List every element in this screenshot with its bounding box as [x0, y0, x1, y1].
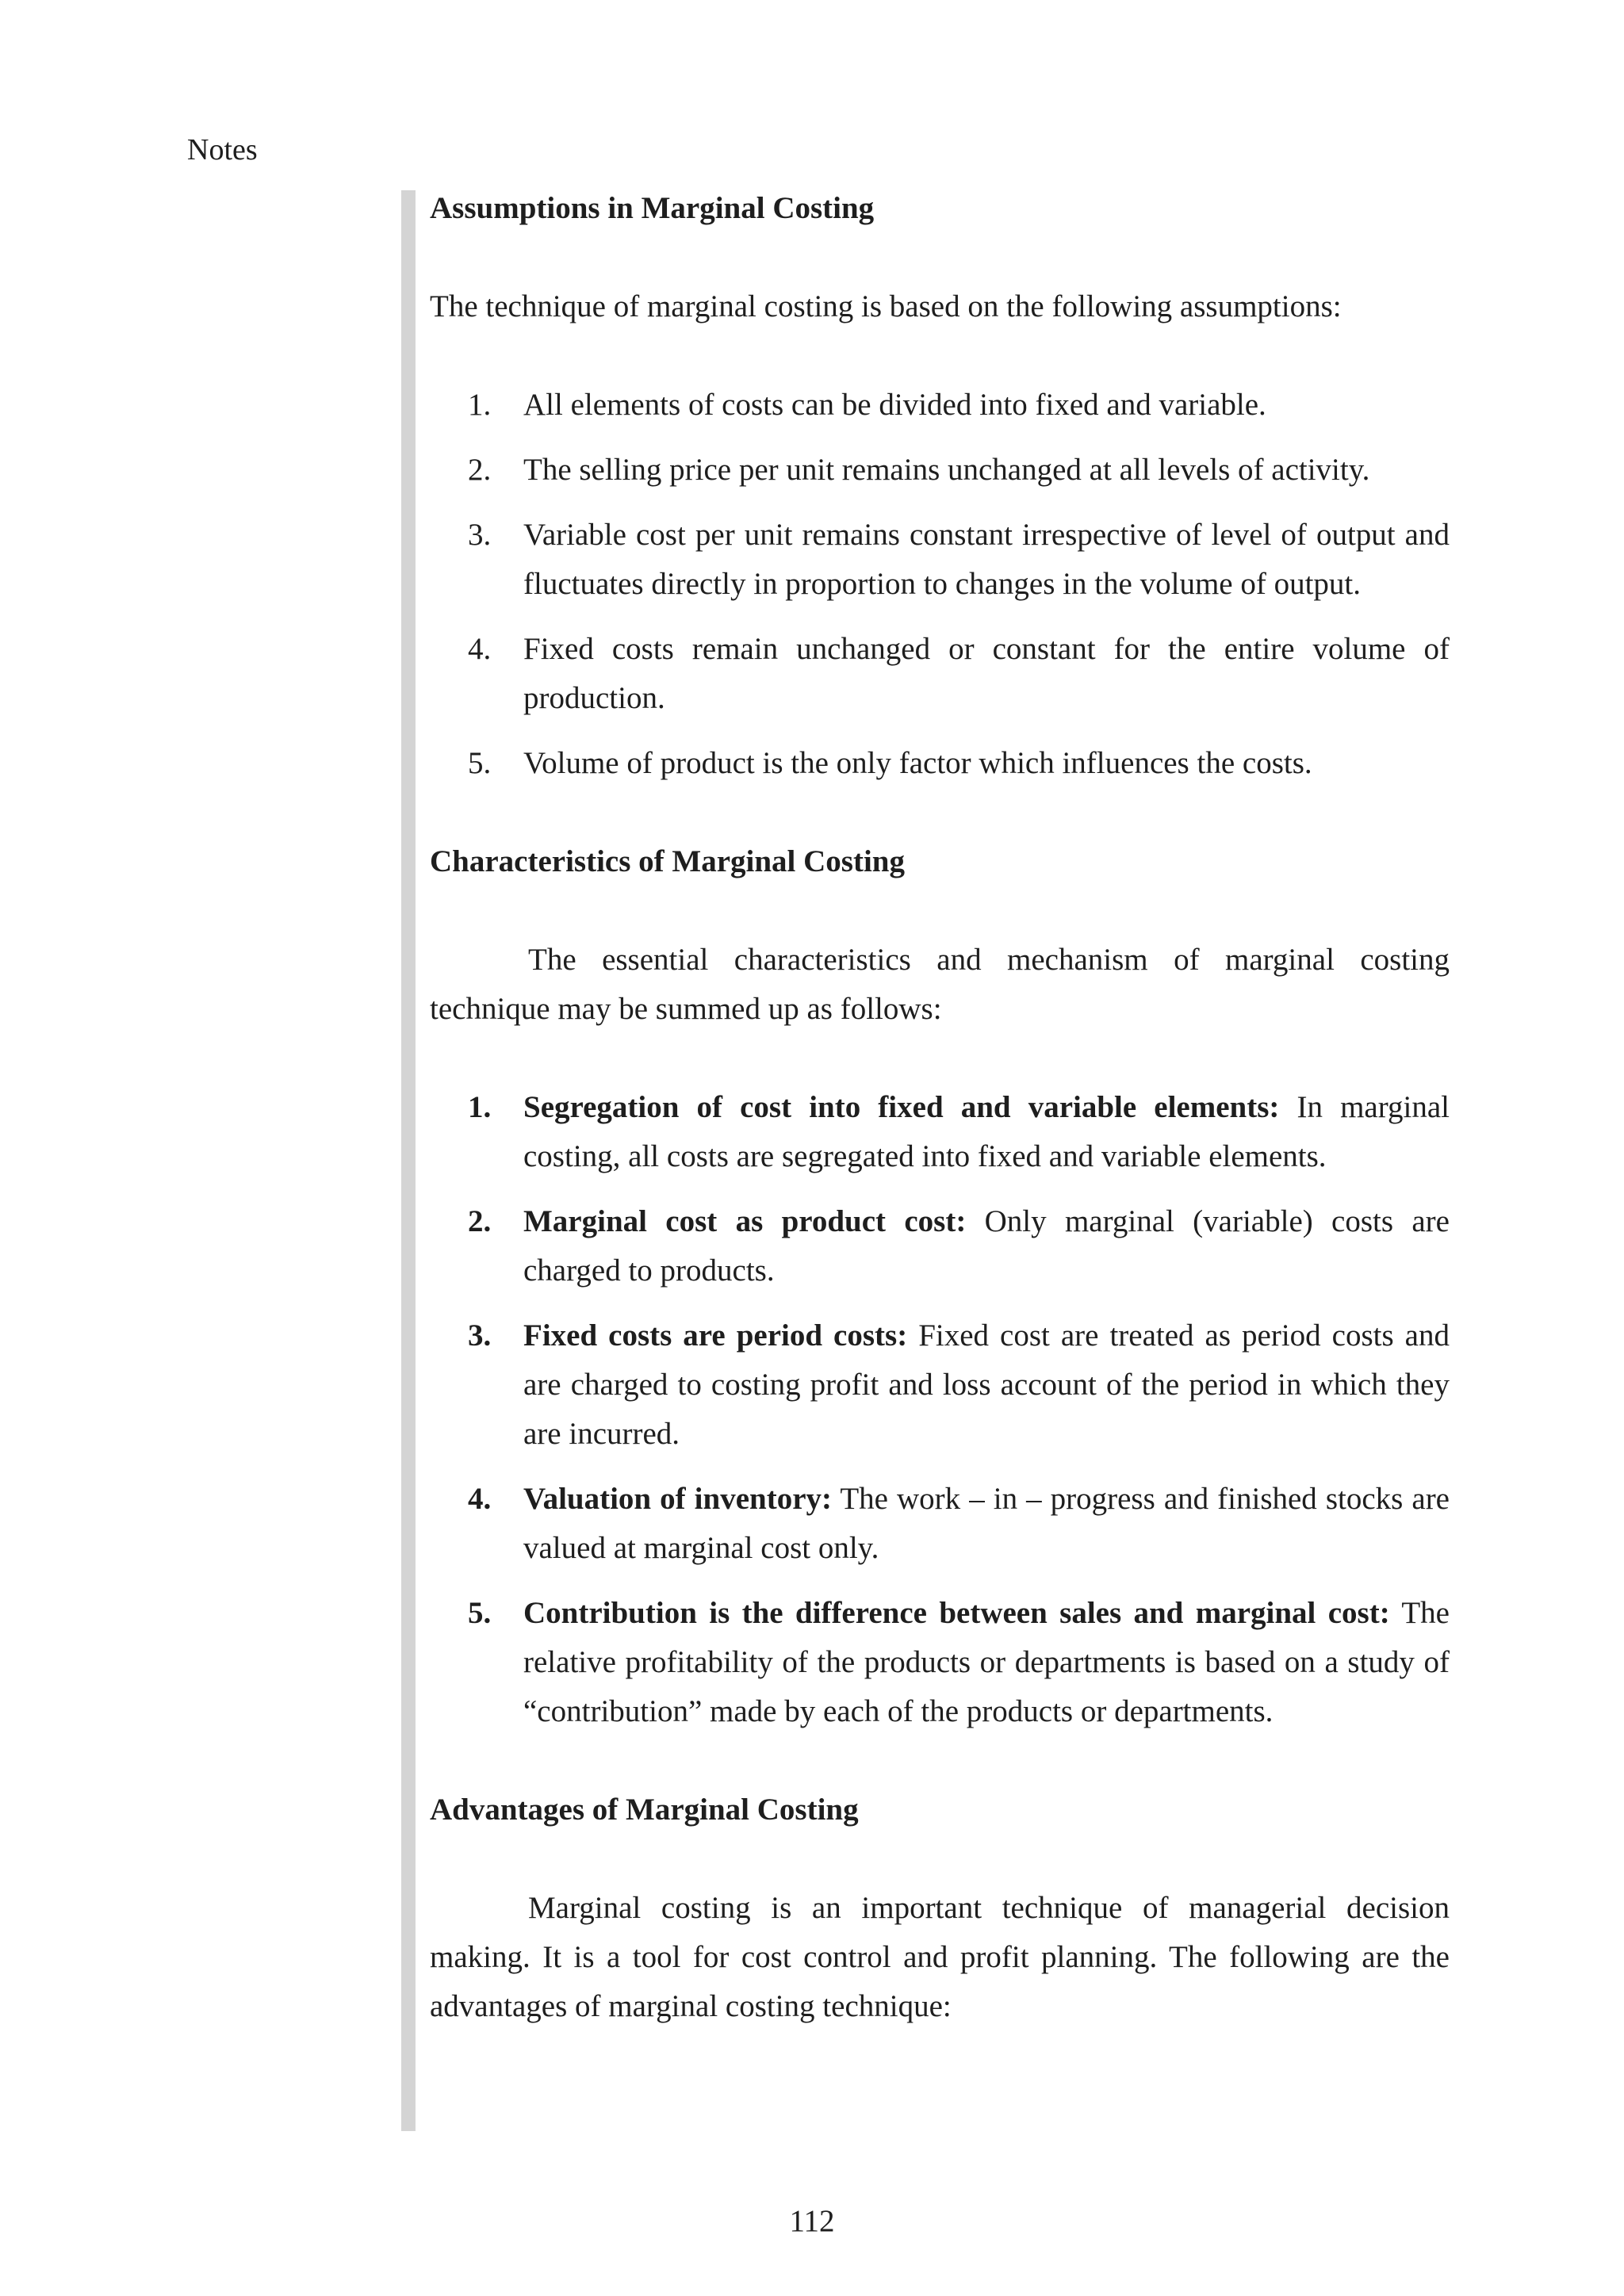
- list-number: 3.: [468, 518, 492, 552]
- assumptions-heading: Assumptions in Marginal Costing: [430, 191, 875, 225]
- list-item: [430, 739, 1450, 788]
- list-item-lead: Contribution is the difference between sales and marginal cost:: [523, 1596, 1390, 1630]
- list-item: [430, 1311, 1450, 1459]
- list-number: 5.: [468, 1596, 492, 1630]
- list-item-lead: Valuation of inventory:: [523, 1482, 832, 1516]
- notes-label: Notes: [187, 133, 258, 166]
- list-item-text: Fixed costs remain unchanged or constant for the entire volume of production.: [523, 632, 1450, 715]
- list-number: 5.: [468, 746, 492, 780]
- list-item-text: The selling price per unit remains unchanged at all levels of activity.: [523, 453, 1370, 487]
- list-number: 2.: [468, 1204, 492, 1238]
- list-item-text: The work – in – progress and finished stocks are valued at marginal cost only.: [523, 1482, 1450, 1565]
- list-item: [430, 1475, 1450, 1573]
- page-content: [430, 184, 1450, 2031]
- characteristics-heading: Characteristics of Marginal Costing: [430, 844, 905, 878]
- list-item-text: In marginal costing, all costs are segregated into fixed and variable elements.: [523, 1090, 1450, 1173]
- list-number: 4.: [468, 1482, 492, 1516]
- assumptions-intro: The technique of marginal costing is based on the following assumptions:: [430, 289, 1342, 323]
- list-number: 1.: [468, 1090, 492, 1124]
- list-number: 2.: [468, 453, 492, 487]
- list-item-text: The relative profitability of the products or departments is based on a study of “contribution” made by each of the products or departments.: [523, 1596, 1450, 1728]
- page-number: 112: [789, 2204, 835, 2238]
- list-number: 1.: [468, 388, 492, 422]
- advantages-heading: Advantages of Marginal Costing: [430, 1793, 859, 1827]
- list-item-lead: Fixed costs are period costs:: [523, 1318, 908, 1353]
- advantages-intro: Marginal costing is an important technique of managerial decision making. It is a tool for cost control and profit planning. The following are the advantages of marginal costing technique:: [430, 1891, 1450, 2023]
- list-item-text: Only marginal (variable) costs are charged to products.: [523, 1204, 1450, 1288]
- characteristics-intro: The essential characteristics and mechanism of marginal costing technique may be summed up as follows:: [430, 943, 1450, 1026]
- list-item: [430, 381, 1450, 430]
- list-number: 4.: [468, 632, 492, 666]
- list-item: [430, 1197, 1450, 1295]
- list-item-lead: Segregation of cost into fixed and variable elements:: [523, 1090, 1280, 1124]
- list-item-text: Variable cost per unit remains constant irrespective of level of output and fluctuates directly in proportion to changes in the volume of output.: [523, 518, 1450, 601]
- list-item-text: Fixed cost are treated as period costs and are charged to costing profit and loss account of the period in which they are incurred.: [523, 1318, 1450, 1451]
- list-item-text: All elements of costs can be divided into fixed and variable.: [523, 388, 1266, 422]
- list-item: [430, 1589, 1450, 1736]
- list-number: 3.: [468, 1318, 492, 1353]
- characteristics-list: [430, 1083, 1450, 1736]
- list-item: [430, 625, 1450, 723]
- list-item: [430, 511, 1450, 609]
- list-item-text: Volume of product is the only factor which influences the costs.: [523, 746, 1312, 780]
- list-item-lead: Marginal cost as product cost:: [523, 1204, 967, 1238]
- list-item: [430, 1083, 1450, 1181]
- list-item: [430, 446, 1450, 495]
- assumptions-list: [430, 381, 1450, 788]
- margin-bar: [401, 190, 416, 2131]
